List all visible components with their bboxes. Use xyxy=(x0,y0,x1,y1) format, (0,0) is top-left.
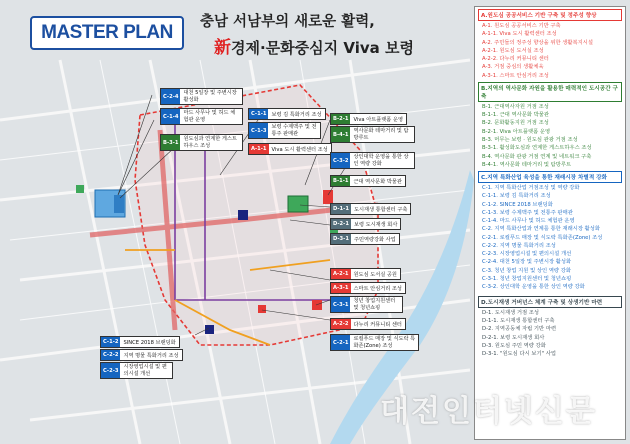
legend-item: D-1. 도시재생 거점 조성 xyxy=(482,309,540,316)
legend-panel xyxy=(474,6,626,440)
legend-item: B-4-1. 역사문화 테마거리 및 탐방루트 xyxy=(482,161,572,168)
block-navy xyxy=(238,210,248,220)
tag-d21: D-2-1 보령 도시재생 회사 xyxy=(330,218,401,230)
legend-item: D-2. 지역공동체 자립 기반 마련 xyxy=(482,326,557,333)
legend-item: A-2. 주민들의 정주성 향상을 위한 생활복지시설 xyxy=(482,39,593,46)
legend-item: B-4. 역사문화 관광 거점 연계 및 네트워크 구축 xyxy=(482,153,592,160)
park-green xyxy=(288,196,308,212)
legend-section-d xyxy=(478,296,622,359)
legend-item: B-2-1. Viva 아트플랫폼 운영 xyxy=(482,128,551,135)
legend-section-a xyxy=(478,9,622,80)
master-plan-title: MASTER PLAN xyxy=(30,16,184,50)
legend-item: C-2. 지역 특화산업과 연계를 통한 재래시장 활성화 xyxy=(482,226,600,233)
legend-item: A-2-1. 원도심 도서실 조성 xyxy=(482,47,544,54)
block-red-c xyxy=(258,305,266,313)
legend-heading-c: C.지역 특화산업 육성을 통한 재래시장 차별적 강화 xyxy=(478,171,622,183)
subtitle-line2-text: 경제·문화중심지 Viva 보령 xyxy=(231,39,414,57)
legend-item: D-1-1. 도시재생 통합센터 구축 xyxy=(482,317,555,324)
legend-item: A-3-1. 스마트 안심거리 조성 xyxy=(482,72,549,79)
tag-a21: A-2-1 원도심 도서실 공원 xyxy=(330,268,401,280)
legend-item: C-3. 청년 창업 지원 및 상인 역량 강화 xyxy=(482,267,571,274)
legend-item: A-1-1. Viva 도시 활력센터 조성 xyxy=(482,31,557,38)
tag-c11: C-1-1 보령 김 특화거리 조성 xyxy=(248,108,326,120)
tag-c24: C-2-4 대천 5일장 및 주변시장 활성화 xyxy=(160,88,243,105)
legend-section-c xyxy=(478,171,622,294)
legend-item: C-3-1. 청년 창업지원센터 및 청년쇼핑 xyxy=(482,276,572,282)
watermark: 대전인터넷신문 xyxy=(380,394,597,429)
legend-item: C-1-1. 보령 김 특화거리 조성 xyxy=(482,193,551,200)
tag-c14: C-1-4 마드 사무나 및 허드 체험관 운영 xyxy=(160,108,243,125)
legend-item: D-3. 원도심 주민 역량 강화 xyxy=(482,342,546,349)
legend-item: A-1. 원도심 공공서비스 기반 구축 xyxy=(482,23,561,30)
tag-b31: B-3-1 원도심과 연계한 게스트하우스 조성 xyxy=(160,134,243,151)
block-red-b xyxy=(312,300,322,310)
tag-d11: D-1-1 도시재생 통합센터 구축 xyxy=(330,203,411,215)
legend-item: C-2-1. 로컬푸드 매장 및 식도락 특화존(Zone) 조성 xyxy=(482,234,603,241)
legend-item: B-3. 머무는 보령 · 원도심 관광 거점 조성 xyxy=(482,137,578,144)
legend-item: C-1-2. SINCE 2018 브랜딩화 xyxy=(482,201,553,208)
legend-item: C-2-2. 지역 명물 특화거리 조성 xyxy=(482,242,556,249)
legend-heading-d: D.도시재생 거버넌스 체계 구축 및 상생기반 마련 xyxy=(478,296,622,308)
tag-c23: C-2-3 시장영업시설 및 편의시설 개선 xyxy=(100,362,173,379)
tag-b21: B-2-1 Viva 아트플랫폼 운영 xyxy=(330,113,407,125)
legend-item xyxy=(478,291,622,293)
legend-item: C-1-3. 보령 수제맥주 및 전통주 판매관 xyxy=(482,209,573,216)
legend-item: B-2. 문화활동지원 거점 조성 xyxy=(482,120,549,127)
subtitle-line1: 충남 서남부의 새로운 활력, xyxy=(200,14,375,30)
block-blue-small xyxy=(114,195,124,213)
tag-a11: A-1-1 Viva 도시 활력센터 조성 xyxy=(248,143,332,155)
block-green-small xyxy=(76,185,84,193)
legend-item: C-2-4. 대천 5일장 및 주변시장 활성화 xyxy=(482,259,572,266)
legend-item: C-2-3. 시장영업시설 및 편의시설 개선 xyxy=(482,251,572,258)
legend-item: B-1. 근대역사자원 거점 조성 xyxy=(482,103,549,110)
new-mark: 新 xyxy=(214,38,231,58)
legend-item: C-3-2. 상인대학 운영을 통한 상인 역량 강화 xyxy=(482,284,585,291)
legend-heading-b: B.지역의 역사문화 자원을 활용한 매력적인 도시공간 구축 xyxy=(478,82,622,102)
tag-d31: D-3-1 주민역량강화 사업 xyxy=(330,233,400,245)
legend-section-b xyxy=(478,82,622,169)
tag-a22: A-2-2 다누리 커뮤니티 센터 xyxy=(330,318,406,330)
legend-item: B-3-1. 활성화도심과 연계한 게스트하우스 조성 xyxy=(482,145,592,152)
legend-item: A-2-2. 다누리 커뮤니티 센터 xyxy=(482,56,549,63)
legend-item: A-3. 거점 중심의 생활체육 xyxy=(482,64,544,71)
tag-b41: B-4-1 역사문화 테마거리 및 탐방루트 xyxy=(330,126,415,143)
subtitle-line2 xyxy=(214,33,414,58)
block-red-a xyxy=(323,190,333,204)
legend-heading-a: A.원도심 공공서비스 기반 구축 및 정주성 향상 xyxy=(478,9,622,21)
tag-b11: B-1-1 근대 역사문화 박물관 xyxy=(330,175,406,187)
legend-item: D-2-1. 보령 도시재생 회사 xyxy=(482,334,545,341)
legend-item: C-1-4. 마드 사무나 및 허드 체험관 운영 xyxy=(482,218,575,225)
tag-a31: A-3-1 스마트 안심거리 조성 xyxy=(330,282,406,294)
legend-item: B-1-1. 근대 역사문화 박물관 xyxy=(482,112,549,119)
tag-c12: C-1-2 SINCE 2018 브랜딩화 xyxy=(100,336,180,348)
legend-item: D-3-1. "원도심 다시 보기" 사업 xyxy=(482,351,556,358)
tag-c22: C-2-2 지역 명물 특화거리 조성 xyxy=(100,349,183,361)
tag-c13: C-1-3 보령 수제맥주 및 전통주 판매관 xyxy=(248,122,321,139)
tag-c21: C-2-1 로컬푸드 매장 및 식도락 특화존(Zone) 조성 xyxy=(330,334,419,351)
legend-item: C-1. 지역 특화산업 거점조성 및 역량 강화 xyxy=(482,185,580,192)
tag-c31: C-3-1 청년 창업지원센터 및 청년쇼핑 xyxy=(330,296,403,313)
tag-c32: C-3-2 상인대학 운영을 통한 상인 역량 강화 xyxy=(330,152,415,169)
